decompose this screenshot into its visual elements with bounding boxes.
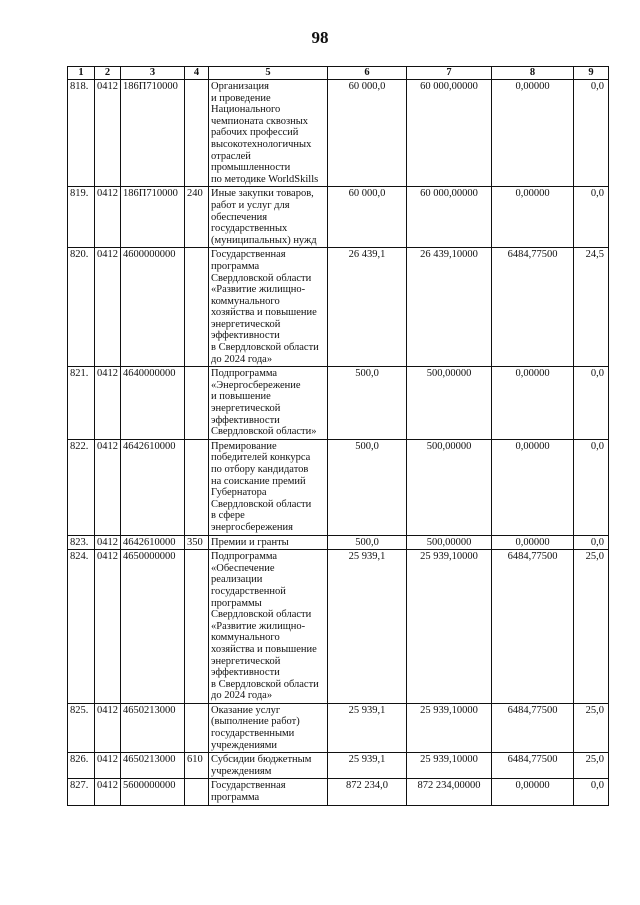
executed-amount: 6484,77500 bbox=[492, 703, 574, 752]
table-row bbox=[68, 439, 609, 535]
item-name: Субсидии бюджетным учреждениям bbox=[209, 753, 328, 779]
executed-amount: 0,00000 bbox=[492, 187, 574, 248]
refined-amount: 25 939,10000 bbox=[407, 703, 492, 752]
execution-percent: 0,0 bbox=[574, 80, 609, 187]
row-number: 823. bbox=[68, 535, 95, 550]
execution-percent: 25,0 bbox=[574, 703, 609, 752]
section-code: 0412 bbox=[95, 367, 121, 440]
target-code: 4642610000 bbox=[121, 535, 185, 550]
row-number: 822. bbox=[68, 439, 95, 535]
executed-amount: 0,00000 bbox=[492, 535, 574, 550]
plan-amount: 25 939,1 bbox=[328, 550, 407, 704]
table-row bbox=[68, 248, 609, 367]
executed-amount: 0,00000 bbox=[492, 779, 574, 805]
column-header: 6 bbox=[328, 67, 407, 80]
expense-type bbox=[185, 550, 209, 704]
execution-percent: 0,0 bbox=[574, 187, 609, 248]
expense-type bbox=[185, 248, 209, 367]
target-code: 5600000000 bbox=[121, 779, 185, 805]
execution-percent: 25,0 bbox=[574, 753, 609, 779]
expense-type bbox=[185, 439, 209, 535]
item-name: Подпрограмма «Энергосбережение и повышение энергетической эффективности Свердловской области» bbox=[209, 367, 328, 440]
table-body bbox=[68, 80, 609, 806]
row-number: 818. bbox=[68, 80, 95, 187]
refined-amount: 26 439,10000 bbox=[407, 248, 492, 367]
refined-amount: 500,00000 bbox=[407, 535, 492, 550]
target-code: 186П710000 bbox=[121, 187, 185, 248]
plan-amount: 25 939,1 bbox=[328, 753, 407, 779]
row-number: 824. bbox=[68, 550, 95, 704]
item-name: Организация и проведение Национального чемпионата сквозных рабочих профессий высокотехнологичных отраслей промышленности по методике WorldSkills bbox=[209, 80, 328, 187]
table-row bbox=[68, 753, 609, 779]
section-code: 0412 bbox=[95, 703, 121, 752]
refined-amount: 500,00000 bbox=[407, 367, 492, 440]
section-code: 0412 bbox=[95, 535, 121, 550]
expense-type bbox=[185, 80, 209, 187]
target-code: 4650213000 bbox=[121, 753, 185, 779]
plan-amount: 60 000,0 bbox=[328, 187, 407, 248]
executed-amount: 6484,77500 bbox=[492, 550, 574, 704]
item-name: Премирование победителей конкурса по отбору кандидатов на соискание премий Губернатора Свердловской области в сфере энергосбережения bbox=[209, 439, 328, 535]
expense-type bbox=[185, 703, 209, 752]
refined-amount: 872 234,00000 bbox=[407, 779, 492, 805]
section-code: 0412 bbox=[95, 80, 121, 187]
expense-type bbox=[185, 367, 209, 440]
row-number: 820. bbox=[68, 248, 95, 367]
execution-percent: 0,0 bbox=[574, 439, 609, 535]
table-row bbox=[68, 367, 609, 440]
section-code: 0412 bbox=[95, 439, 121, 535]
plan-amount: 500,0 bbox=[328, 367, 407, 440]
column-header: 3 bbox=[121, 67, 185, 80]
table-row bbox=[68, 550, 609, 704]
executed-amount: 0,00000 bbox=[492, 439, 574, 535]
row-number: 827. bbox=[68, 779, 95, 805]
plan-amount: 25 939,1 bbox=[328, 703, 407, 752]
execution-percent: 0,0 bbox=[574, 535, 609, 550]
target-code: 4600000000 bbox=[121, 248, 185, 367]
column-header: 8 bbox=[492, 67, 574, 80]
expense-type: 240 bbox=[185, 187, 209, 248]
plan-amount: 872 234,0 bbox=[328, 779, 407, 805]
target-code: 4642610000 bbox=[121, 439, 185, 535]
item-name: Иные закупки товаров, работ и услуг для обеспечения государственных (муниципальных) нужд bbox=[209, 187, 328, 248]
column-header: 7 bbox=[407, 67, 492, 80]
refined-amount: 500,00000 bbox=[407, 439, 492, 535]
item-name: Оказание услуг (выполнение работ) государственными учреждениями bbox=[209, 703, 328, 752]
row-number: 826. bbox=[68, 753, 95, 779]
refined-amount: 25 939,10000 bbox=[407, 753, 492, 779]
expense-type bbox=[185, 779, 209, 805]
item-name: Подпрограмма «Обеспечение реализации государственной программы Свердловской области «Развитие жилищно- коммунального хозяйства и повышение энергетической эффективности в Свердловской области до 2024 года» bbox=[209, 550, 328, 704]
item-name: Премии и гранты bbox=[209, 535, 328, 550]
budget-table bbox=[67, 66, 609, 806]
expense-type: 350 bbox=[185, 535, 209, 550]
execution-percent: 0,0 bbox=[574, 779, 609, 805]
table-row bbox=[68, 535, 609, 550]
table-row bbox=[68, 779, 609, 805]
refined-amount: 60 000,00000 bbox=[407, 187, 492, 248]
target-code: 186П710000 bbox=[121, 80, 185, 187]
table-header-row bbox=[68, 67, 609, 80]
table-row bbox=[68, 80, 609, 187]
table-row bbox=[68, 703, 609, 752]
column-header: 9 bbox=[574, 67, 609, 80]
execution-percent: 25,0 bbox=[574, 550, 609, 704]
row-number: 821. bbox=[68, 367, 95, 440]
execution-percent: 0,0 bbox=[574, 367, 609, 440]
section-code: 0412 bbox=[95, 753, 121, 779]
plan-amount: 60 000,0 bbox=[328, 80, 407, 187]
executed-amount: 6484,77500 bbox=[492, 248, 574, 367]
item-name: Государственная программа bbox=[209, 779, 328, 805]
plan-amount: 26 439,1 bbox=[328, 248, 407, 367]
column-header: 4 bbox=[185, 67, 209, 80]
section-code: 0412 bbox=[95, 248, 121, 367]
executed-amount: 6484,77500 bbox=[492, 753, 574, 779]
section-code: 0412 bbox=[95, 550, 121, 704]
page-number: 98 bbox=[311, 28, 329, 47]
plan-amount: 500,0 bbox=[328, 535, 407, 550]
refined-amount: 60 000,00000 bbox=[407, 80, 492, 187]
column-header: 5 bbox=[209, 67, 328, 80]
execution-percent: 24,5 bbox=[574, 248, 609, 367]
column-header: 1 bbox=[68, 67, 95, 80]
executed-amount: 0,00000 bbox=[492, 80, 574, 187]
target-code: 4650213000 bbox=[121, 703, 185, 752]
executed-amount: 0,00000 bbox=[492, 367, 574, 440]
column-header: 2 bbox=[95, 67, 121, 80]
refined-amount: 25 939,10000 bbox=[407, 550, 492, 704]
section-code: 0412 bbox=[95, 779, 121, 805]
section-code: 0412 bbox=[95, 187, 121, 248]
target-code: 4640000000 bbox=[121, 367, 185, 440]
item-name: Государственная программа Свердловской области «Развитие жилищно- коммунального хозяйства и повышение энергетической эффективности в Свердловской области до 2024 года» bbox=[209, 248, 328, 367]
target-code: 4650000000 bbox=[121, 550, 185, 704]
expense-type: 610 bbox=[185, 753, 209, 779]
row-number: 825. bbox=[68, 703, 95, 752]
table-row bbox=[68, 187, 609, 248]
plan-amount: 500,0 bbox=[328, 439, 407, 535]
row-number: 819. bbox=[68, 187, 95, 248]
